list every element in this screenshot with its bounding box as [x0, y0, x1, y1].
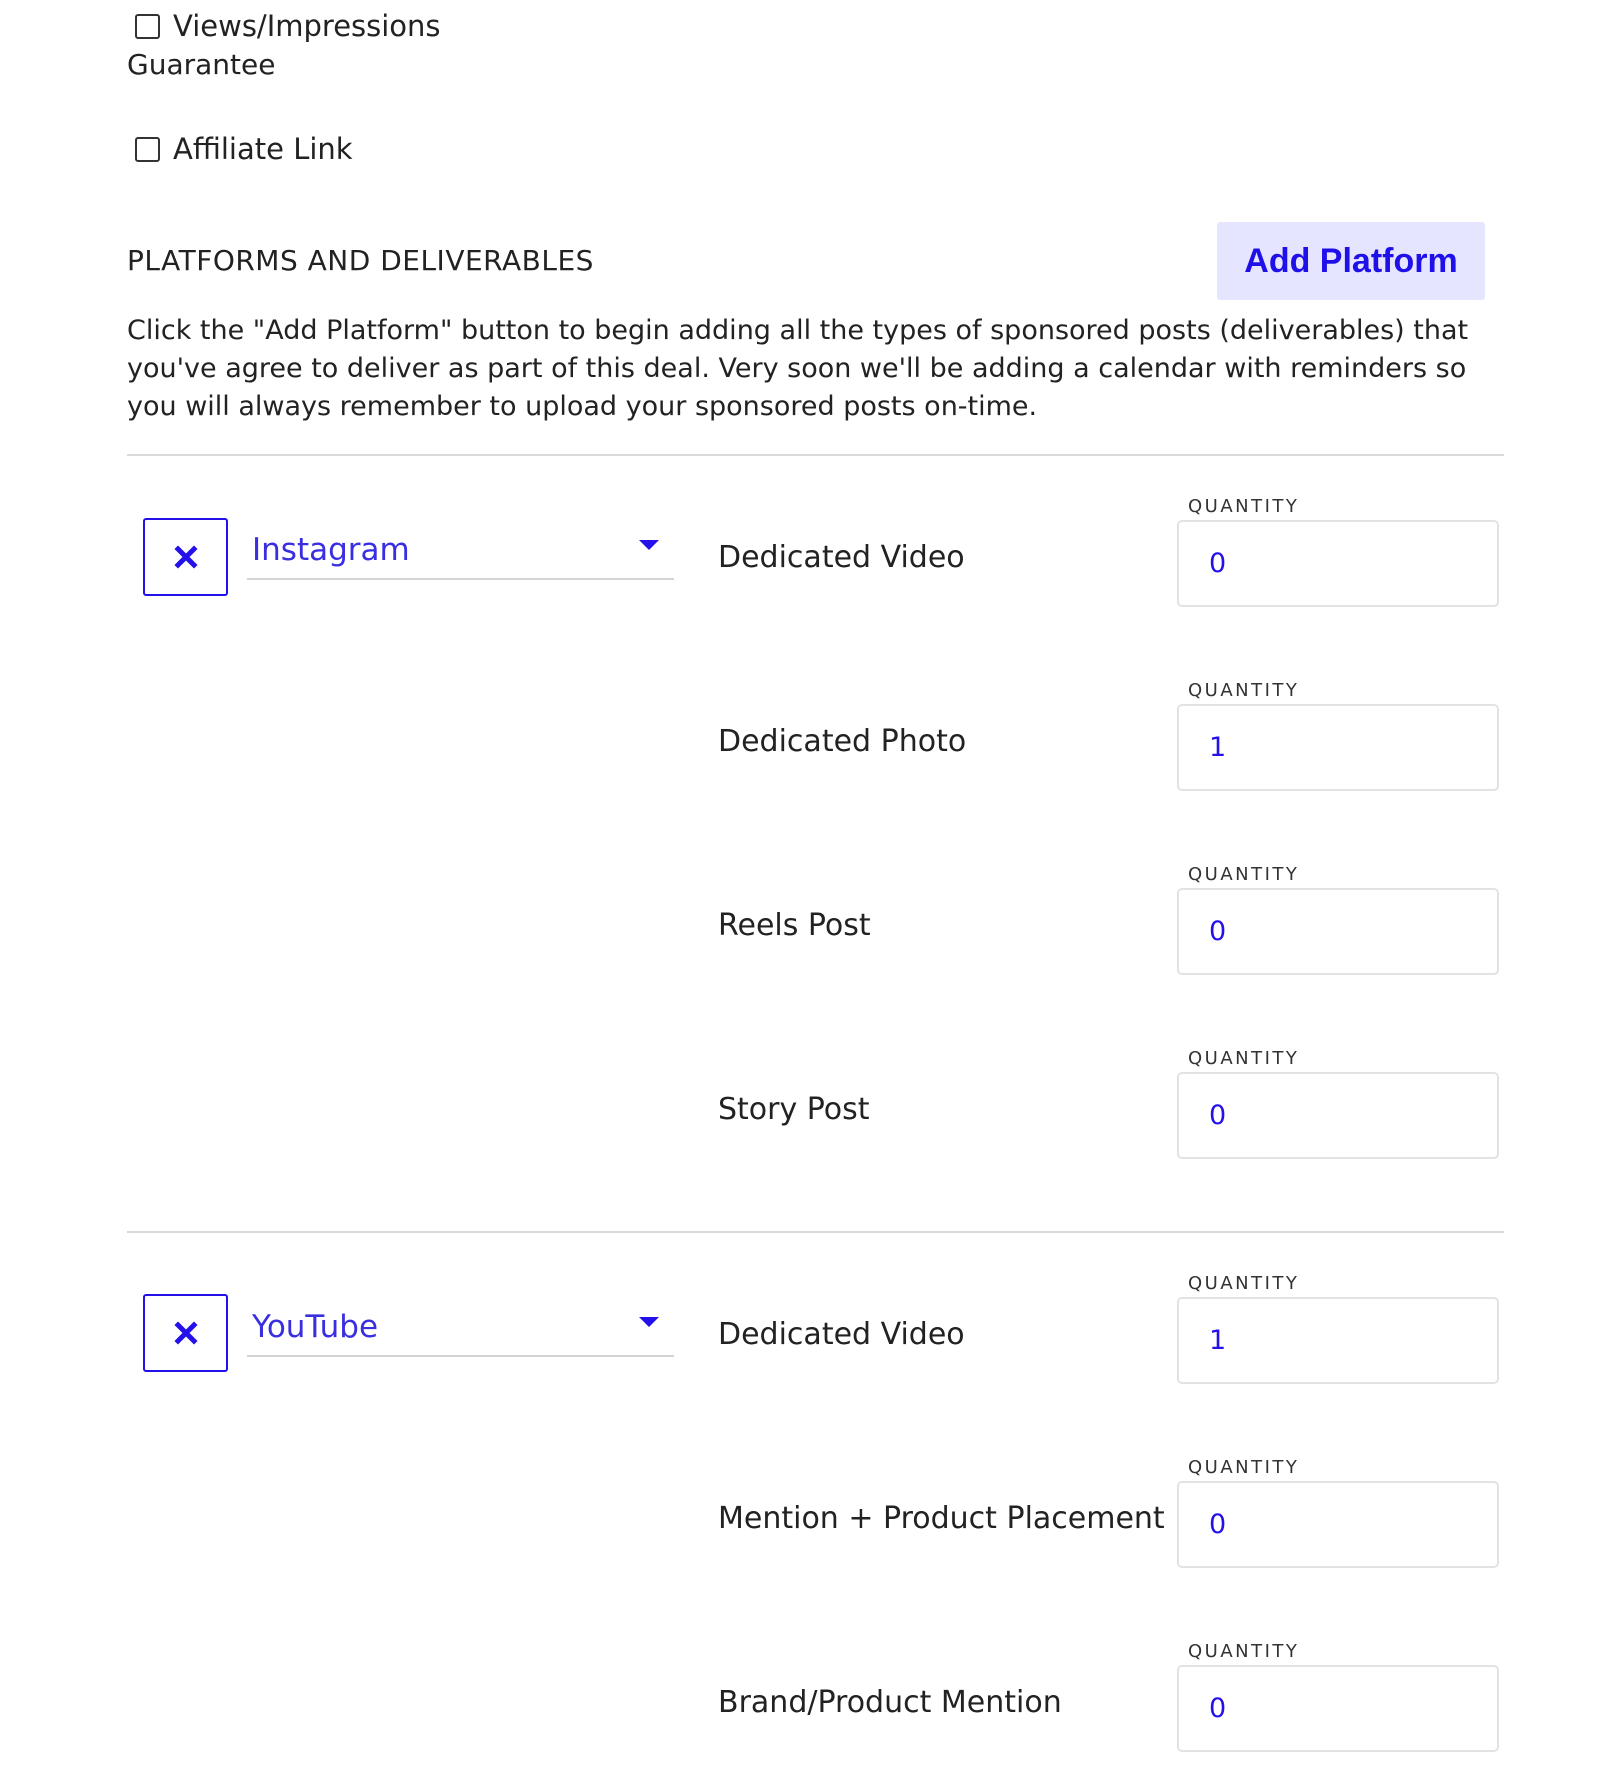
- platform-select[interactable]: [247, 514, 674, 580]
- quantity-input[interactable]: [1177, 1297, 1499, 1384]
- deliverable-label: Dedicated Photo: [718, 724, 967, 759]
- affiliate-link-option[interactable]: [135, 132, 353, 166]
- views-impressions-checkbox[interactable]: [135, 14, 160, 39]
- divider: [127, 1231, 1504, 1233]
- quantity-label: QUANTITY: [1188, 864, 1300, 885]
- remove-platform-button[interactable]: [143, 1294, 228, 1372]
- views-impressions-option[interactable]: [135, 9, 441, 43]
- platform-select-value: Instagram: [252, 532, 410, 568]
- platform-select[interactable]: [247, 1291, 674, 1357]
- remove-platform-button[interactable]: [143, 518, 228, 596]
- quantity-label: QUANTITY: [1188, 680, 1300, 701]
- quantity-input[interactable]: [1177, 1665, 1499, 1752]
- deliverable-label: Mention + Product Placement: [718, 1501, 1165, 1536]
- views-impressions-label-cont: Guarantee: [127, 48, 276, 81]
- quantity-label: QUANTITY: [1188, 1457, 1300, 1478]
- affiliate-link-checkbox[interactable]: [135, 137, 160, 162]
- affiliate-link-label: Affiliate Link: [173, 132, 353, 166]
- section-title: PLATFORMS AND DELIVERABLES: [127, 244, 594, 277]
- quantity-input[interactable]: [1177, 704, 1499, 791]
- quantity-label: QUANTITY: [1188, 1641, 1300, 1662]
- quantity-input[interactable]: [1177, 520, 1499, 607]
- close-icon: [172, 543, 200, 571]
- quantity-label: QUANTITY: [1188, 1048, 1300, 1069]
- deliverable-label: Reels Post: [718, 908, 871, 943]
- platform-select-value: YouTube: [252, 1309, 379, 1345]
- caret-down-icon: [639, 1317, 659, 1327]
- quantity-input[interactable]: [1177, 1481, 1499, 1568]
- quantity-input[interactable]: [1177, 888, 1499, 975]
- section-description: Click the "Add Platform" button to begin adding all the types of sponsored posts (deliverables) that you've agree to deliver as part of this deal. Very soon we'll be adding a calendar with reminders so you will always remember to upload your sponsored posts on-time.: [127, 315, 1469, 422]
- views-impressions-label: Views/Impressions: [173, 9, 441, 43]
- close-icon: [172, 1319, 200, 1347]
- deliverable-label: Dedicated Video: [718, 1317, 965, 1352]
- deliverable-label: Brand/Product Mention: [718, 1685, 1062, 1720]
- deliverable-label: Dedicated Video: [718, 540, 965, 575]
- quantity-label: QUANTITY: [1188, 496, 1300, 517]
- quantity-input[interactable]: [1177, 1072, 1499, 1159]
- divider: [127, 454, 1504, 456]
- deliverable-label: Story Post: [718, 1092, 870, 1127]
- quantity-label: QUANTITY: [1188, 1273, 1300, 1294]
- caret-down-icon: [639, 540, 659, 550]
- add-platform-button[interactable]: Add Platform: [1217, 222, 1485, 300]
